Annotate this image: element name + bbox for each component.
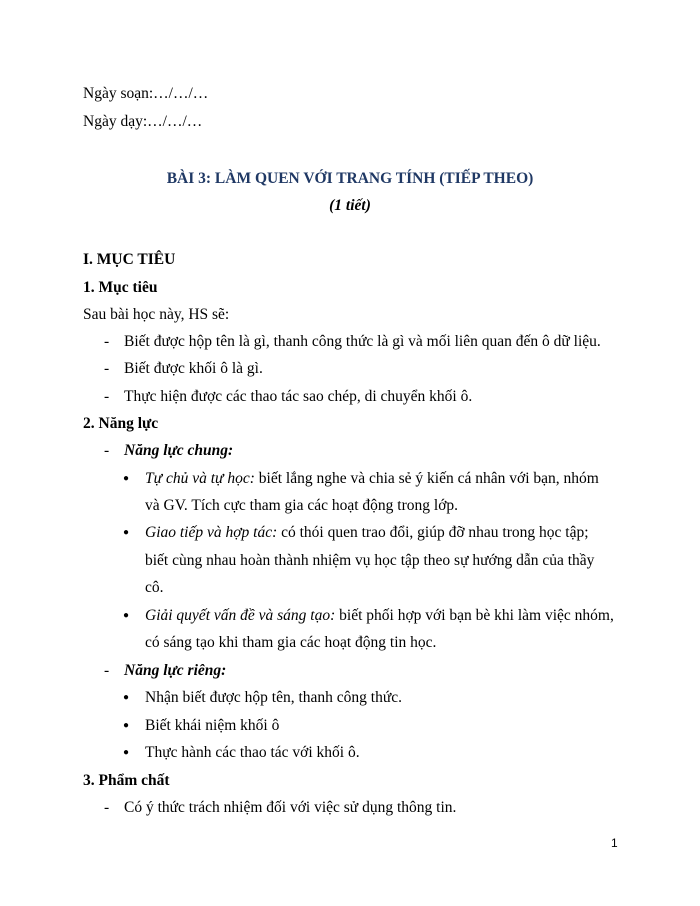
dash-marker: - [104,662,110,679]
bullet-marker: ● [123,610,130,621]
objective-item: Thực hiện được các thao tác sao chép, di chuyển khối ô. [124,388,473,405]
bullet-marker: ● [123,527,130,538]
specific-competency-item: Biết khái niệm khối ô [145,717,280,734]
competency-label: Giao tiếp và hợp tác: [145,524,278,541]
specific-competency-item: Thực hành các thao tác với khối ô. [145,744,360,761]
competency-text: có thói quen trao đổi, giúp đỡ nhau trong học tập; [281,524,589,541]
competency-item-line [145,606,614,626]
dash-marker: - [104,799,110,816]
subsection-heading-pham-chat: 3. Phẩm chất [83,772,170,789]
bullet-marker: ● [123,473,130,484]
competency-text: biết phối hợp với bạn bè khi làm việc nhóm, [339,607,614,624]
section-heading-muc-tieu: I. MỤC TIÊU [83,251,176,268]
competency-text: biết lắng nghe và chia sẻ ý kiến cá nhân với bạn, nhóm [258,470,599,487]
subsection-heading-muc-tieu: 1. Mục tiêu [83,279,158,296]
objectives-intro: Sau bài học này, HS sẽ: [83,306,230,323]
objective-item: Biết được khối ô là gì. [124,360,263,377]
specific-competency-item: Nhận biết được hộp tên, thanh công thức. [145,689,403,706]
ngay-soan-line: Ngày soạn:…/…/… [83,85,209,102]
dash-marker: - [104,388,110,405]
competency-text: cô. [145,579,164,596]
nang-luc-rieng-label: Năng lực riêng: [124,662,227,679]
competency-text: biết cùng nhau hoàn thành nhiệm vụ học tập theo sự hướng dẫn của thầy [145,552,595,569]
lesson-duration: (1 tiết) [329,197,371,214]
competency-text: có sáng tạo khi tham gia các hoạt động tin học. [145,634,437,651]
competency-item-line [145,523,589,543]
lesson-title: BÀI 3: LÀM QUEN VỚI TRANG TÍNH (TIẾP THEO) [166,170,534,187]
ngay-day-line: Ngày dạy:…/…/… [83,113,203,130]
dash-marker: - [104,360,110,377]
competency-item-line [145,469,617,489]
competency-label: Giải quyết vấn đề và sáng tạo: [145,607,336,624]
objective-item: Biết được hộp tên là gì, thanh công thức là gì và mối liên quan đến ô dữ liệu. [124,333,601,350]
bullet-marker: ● [123,692,130,703]
dash-marker: - [104,442,110,459]
subsection-heading-nang-luc: 2. Năng lực [83,415,159,432]
quality-item: Có ý thức trách nhiệm đối với việc sử dụng thông tin. [124,799,457,816]
page-number: 1 [611,836,618,850]
dash-marker: - [104,333,110,350]
competency-label: Tự chủ và tự học: [145,470,255,487]
bullet-marker: ● [123,747,130,758]
competency-text: và GV. Tích cực tham gia các hoạt động trong lớp. [145,497,459,514]
nang-luc-chung-label: Năng lực chung: [124,442,234,459]
bullet-marker: ● [123,720,130,731]
